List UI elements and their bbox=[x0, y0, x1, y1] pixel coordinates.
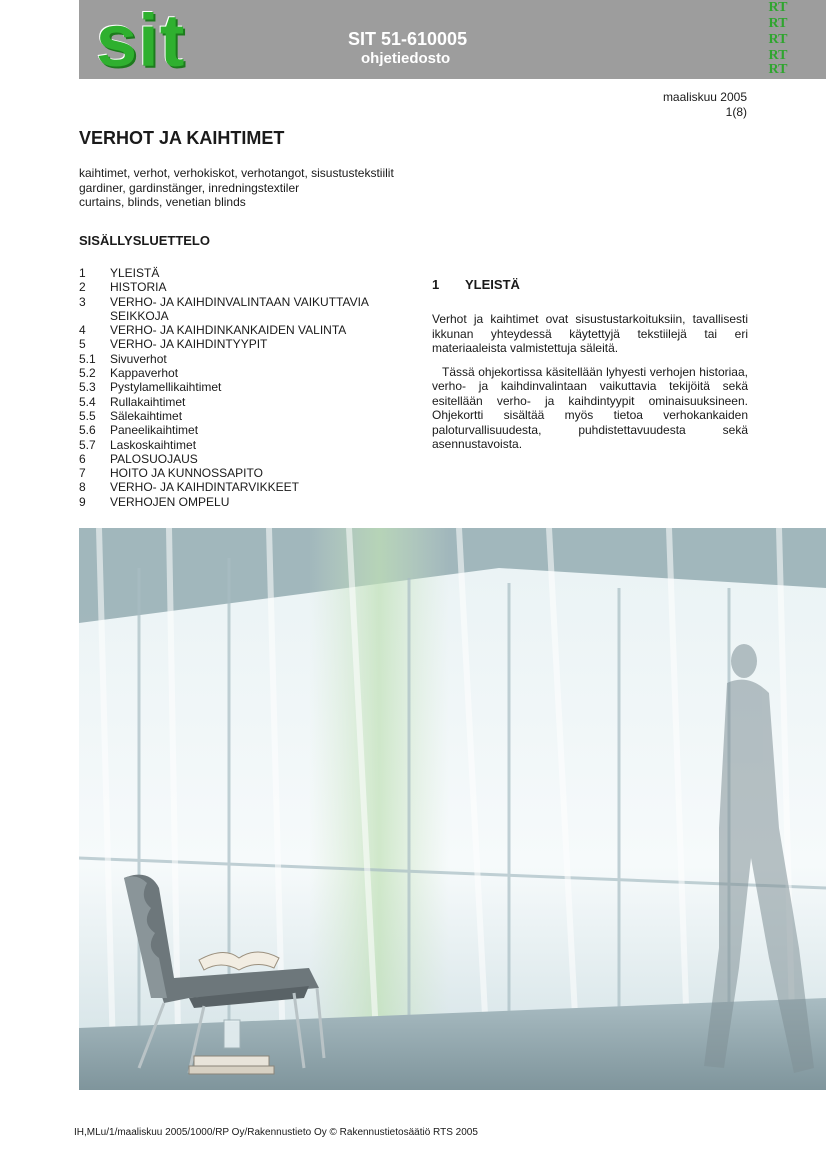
toc-label: HISTORIA bbox=[110, 280, 167, 295]
toc-label: Paneelikaihtimet bbox=[110, 423, 199, 438]
toc-item bbox=[79, 337, 409, 351]
footer-imprint: IH,MLu/1/maaliskuu 2005/1000/RP Oy/Rakennustieto Oy © Rakennustietosäätiö RTS 2005 bbox=[74, 1127, 478, 1138]
toc-item bbox=[79, 380, 409, 394]
toc-item bbox=[79, 395, 409, 409]
section-title: YLEISTÄ bbox=[465, 277, 520, 292]
keywords-finnish: kaihtimet, verhot, verhokiskot, verhotangot, sisustustekstiilit bbox=[79, 166, 394, 180]
toc-number: 9 bbox=[79, 494, 86, 509]
toc-item bbox=[79, 452, 409, 466]
toc-number: 5.6 bbox=[79, 423, 96, 438]
toc-label: Rullakaihtimet bbox=[110, 394, 186, 409]
toc-number: 2 bbox=[79, 280, 86, 295]
toc-label: VERHO- JA KAIHDINTARVIKKEET bbox=[110, 480, 299, 495]
toc-number: 7 bbox=[79, 466, 86, 481]
rt-logo-stamps bbox=[762, 0, 822, 79]
toc-number: 5 bbox=[79, 337, 86, 352]
document-code: SIT 51-610005 bbox=[348, 29, 468, 49]
toc-label: PALOSUOJAUS bbox=[110, 451, 198, 466]
page-number: 1(8) bbox=[725, 105, 747, 119]
toc-label: Sivuverhot bbox=[110, 351, 167, 366]
page-title: VERHOT JA KAIHTIMET bbox=[79, 128, 285, 148]
toc-number: 6 bbox=[79, 451, 86, 466]
paragraph: Tässä ohjekortissa käsitellään lyhyesti verhojen historiaa, verho- ja kaihdinvalintaan vaikuttavia tekijöitä sekä esitellään verho- ja kaihdintyypit ominaisuuksineen. Ohjekortti sisältää myös tietoa verhokankaiden paloturvallisuudesta, puhdistettavuudesta sekä asennustavoista. bbox=[432, 364, 748, 451]
toc-heading: SISÄLLYSLUETTELO bbox=[79, 233, 210, 248]
toc-number: 5.5 bbox=[79, 408, 96, 423]
toc-number: 3 bbox=[79, 294, 86, 309]
toc-item bbox=[79, 480, 409, 494]
toc-item bbox=[79, 352, 409, 366]
keywords bbox=[79, 166, 479, 210]
toc-item bbox=[79, 323, 409, 337]
toc-item bbox=[79, 466, 409, 480]
document-type: ohjetiedosto bbox=[361, 50, 451, 67]
toc-number: 5.7 bbox=[79, 437, 96, 452]
toc-label: YLEISTÄ bbox=[110, 266, 160, 280]
toc-number: 1 bbox=[79, 266, 86, 280]
toc-label: VERHOJEN OMPELU bbox=[110, 494, 230, 509]
curtain-photo bbox=[79, 528, 826, 1090]
toc-item bbox=[79, 423, 409, 437]
rt-logo-4: RT bbox=[768, 48, 788, 63]
toc-label: Pystylamellikaihtimet bbox=[110, 380, 222, 395]
toc-item bbox=[79, 280, 409, 294]
toc-item bbox=[79, 495, 409, 509]
toc-label: VERHO- JA KAIHDINTYYPIT bbox=[110, 337, 268, 352]
rt-logo-5: RT bbox=[768, 62, 788, 77]
keywords-swedish: gardiner, gardinstänger, inredningstextiler bbox=[79, 180, 300, 195]
toc-item bbox=[79, 366, 409, 380]
toc-label: Laskoskaihtimet bbox=[110, 437, 197, 452]
toc-number: 5.3 bbox=[79, 380, 96, 395]
toc-number: 5.1 bbox=[79, 351, 96, 366]
toc-number: 4 bbox=[79, 323, 86, 338]
curtain-room-illustration bbox=[79, 528, 826, 1090]
toc-label: HOITO JA KUNNOSSAPITO bbox=[110, 466, 263, 481]
section-number: 1 bbox=[432, 277, 440, 292]
section-body bbox=[432, 312, 748, 461]
toc-item bbox=[79, 266, 409, 280]
section-heading bbox=[432, 277, 520, 292]
sit-logo: sit bbox=[96, 0, 186, 82]
green-reflection bbox=[309, 528, 449, 1090]
toc-label: VERHO- JA KAIHDINVALINTAAN VAIKUTTAVIA SEIKKOJA bbox=[110, 294, 369, 323]
document-date-block bbox=[663, 90, 747, 120]
toc-label: Sälekaihtimet bbox=[110, 408, 183, 423]
toc-item bbox=[79, 438, 409, 452]
rt-logo-2: RT bbox=[768, 16, 788, 31]
toc-label: Kappaverhot bbox=[110, 366, 179, 381]
toc-number: 5.2 bbox=[79, 366, 96, 381]
table-of-contents bbox=[79, 266, 409, 509]
paragraph: Verhot ja kaihtimet ovat sisustustarkoituksiin, tavallisesti ikkunan yhteydessä käytettyjä tekstiilejä tai eri materiaaleista valmistettuja säleitä. bbox=[432, 312, 748, 355]
rt-logo-1: RT bbox=[768, 0, 788, 15]
rt-logo-3: RT bbox=[768, 32, 788, 47]
toc-number: 8 bbox=[79, 480, 86, 495]
keywords-english: curtains, blinds, venetian blinds bbox=[79, 195, 246, 209]
toc-label: VERHO- JA KAIHDINKANKAIDEN VALINTA bbox=[110, 323, 347, 338]
toc-number: 5.4 bbox=[79, 394, 96, 409]
document-date: maaliskuu 2005 bbox=[662, 90, 747, 104]
toc-item bbox=[79, 295, 409, 324]
toc-item bbox=[79, 409, 409, 423]
